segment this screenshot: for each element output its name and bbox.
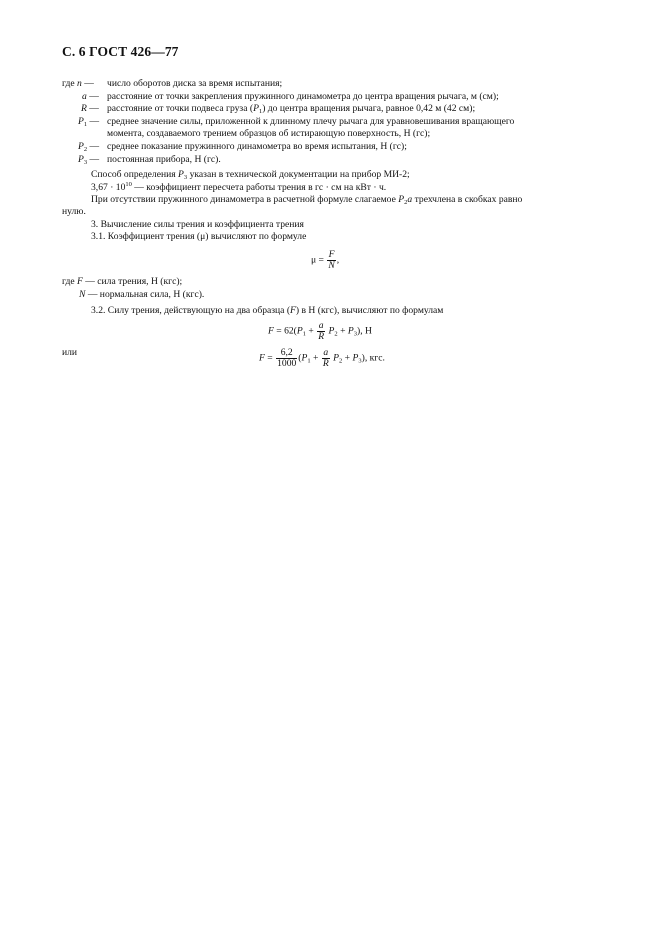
where-N [79, 289, 204, 301]
def-symbol: R [81, 103, 87, 114]
def-text: среднее показание пружинного динамометра во время испытания, Н (гс); [107, 141, 407, 152]
text-part: — коэффициент пересчета работы трения в гс · см на кВт · ч. [134, 182, 387, 193]
subscript: 1 [302, 330, 307, 338]
subscript: 2 [339, 357, 343, 365]
text-part: 3,67 · 10 [91, 182, 126, 193]
def-symbol: n [77, 78, 82, 89]
symbol: F [77, 276, 83, 287]
def-text [107, 103, 475, 115]
def-text: расстояние от точки закрепления пружинного динамометра до центра вращения рычага, м (см); [107, 91, 499, 102]
symbol: P [328, 325, 335, 337]
symbol: P [178, 169, 184, 180]
text-part: трехчлена в скобках равно [414, 194, 523, 205]
def-symbol: P [78, 116, 84, 127]
text-part: ) в Н (кгс), вычисляют по формулам [295, 305, 444, 316]
fraction [327, 250, 335, 271]
fraction-denominator: N [328, 260, 335, 271]
formula-lhs: μ = [311, 254, 324, 266]
def-dash: — [89, 141, 100, 152]
fraction-denominator: R [318, 331, 325, 342]
paragraph-continued: нулю. [62, 206, 86, 217]
text-part: — сила трения, Н (кгс); [85, 276, 183, 287]
where-word: где [62, 78, 75, 89]
fraction [322, 348, 330, 369]
or-word: или [62, 347, 78, 358]
def-symbol: P [78, 141, 84, 152]
section-3-2-text [91, 305, 443, 317]
symbol: P [352, 352, 359, 364]
fraction-numerator: a [323, 347, 329, 358]
def-dash: — [89, 103, 99, 114]
subscript: 2 [334, 330, 338, 338]
page-header: С. 6 ГОСТ 426—77 [62, 44, 179, 59]
fraction [276, 348, 297, 369]
symbol: N [79, 289, 86, 300]
def-text-part: ) до центра вращения рычага, равное 0,42 м (42 см); [262, 103, 476, 114]
formula-part: ( [298, 352, 302, 364]
fraction [317, 321, 325, 342]
subscript: 3 [183, 174, 188, 181]
formula-part: = [267, 352, 273, 364]
section-3-1-text: 3.1. Коэффициент трения (μ) вычисляют по формуле [91, 231, 307, 242]
operator: + [340, 325, 346, 337]
def-item-P2 [78, 141, 99, 153]
def-subscript: 1 [258, 108, 263, 115]
operator: + [308, 325, 314, 337]
def-item-P3 [78, 154, 99, 166]
def-subscript: 2 [83, 146, 88, 153]
fraction-numerator: a [318, 320, 324, 331]
def-subscript: 1 [83, 121, 88, 128]
def-dash: — [89, 154, 100, 165]
def-text-continued: момента, создаваемого трением образцов об истирающую поверхность, Н (гс); [107, 128, 431, 139]
symbol: a [407, 194, 413, 205]
formula-friction-kgf [259, 348, 385, 369]
text-part: Способ определения [91, 169, 176, 180]
where-F [62, 276, 182, 288]
subscript: 3 [353, 330, 358, 338]
paragraph-no-dynamometer [91, 194, 522, 206]
symbol: P [333, 352, 340, 364]
def-text: среднее значение силы, приложенной к длинному плечу рычага для уравновешивания вращающего [107, 116, 515, 127]
def-dash: — [84, 78, 94, 89]
superscript: 10 [125, 181, 132, 188]
subscript: 2 [404, 199, 408, 206]
formula-tail: ), кгс. [361, 352, 385, 364]
formula-mu [311, 250, 339, 271]
def-text-part: расстояние от точки подвеса груза ( [107, 103, 254, 114]
symbol: P [347, 325, 354, 337]
fraction-denominator: R [322, 358, 329, 369]
def-item-R [81, 103, 99, 115]
subscript: 3 [358, 357, 362, 365]
symbol: P [398, 194, 405, 205]
symbol: P [301, 352, 308, 364]
operator: + [344, 352, 351, 364]
section-3-title: 3. Вычисление силы трения и коэффициента трения [91, 219, 304, 230]
def-item-n [62, 78, 94, 90]
operator: + [313, 352, 319, 364]
text-part: указан в технической документации на прибор МИ-2; [189, 169, 410, 180]
def-dash: — [89, 91, 99, 102]
text-part: — нормальная сила, Н (кгс). [87, 289, 205, 300]
paragraph-p3-method [91, 169, 410, 181]
text-part: 3.2. Силу трения, действующую на два образца ( [91, 305, 291, 316]
formula-tail: ), Н [357, 325, 372, 337]
symbol: F [290, 305, 296, 316]
paragraph-coefficient [91, 182, 386, 194]
fraction-numerator: 6,2 [276, 348, 297, 359]
def-symbol: a [82, 91, 87, 102]
def-item-a [82, 91, 99, 103]
text-part: При отсутствии пружинного динамометра в расчетной формуле слагаемое [91, 194, 396, 205]
formula-part: = 62( [276, 325, 297, 337]
def-symbol: P [253, 103, 259, 114]
symbol: P [296, 325, 303, 337]
fraction-denominator: 1000 [277, 358, 297, 369]
def-item-P1 [78, 116, 99, 128]
def-text: число оборотов диска за время испытания; [107, 78, 283, 89]
def-dash: — [89, 116, 100, 127]
where-word: где [62, 276, 75, 287]
formula-tail: , [336, 254, 340, 266]
formula-friction-newton [268, 321, 372, 342]
formula-lhs: F [268, 325, 274, 337]
def-symbol: P [78, 154, 84, 165]
formula-lhs: F [259, 352, 265, 364]
def-subscript: 3 [83, 159, 88, 166]
subscript: 1 [307, 357, 311, 365]
fraction-numerator: F [328, 249, 335, 260]
def-text: постоянная прибора, Н (гс). [107, 154, 221, 165]
